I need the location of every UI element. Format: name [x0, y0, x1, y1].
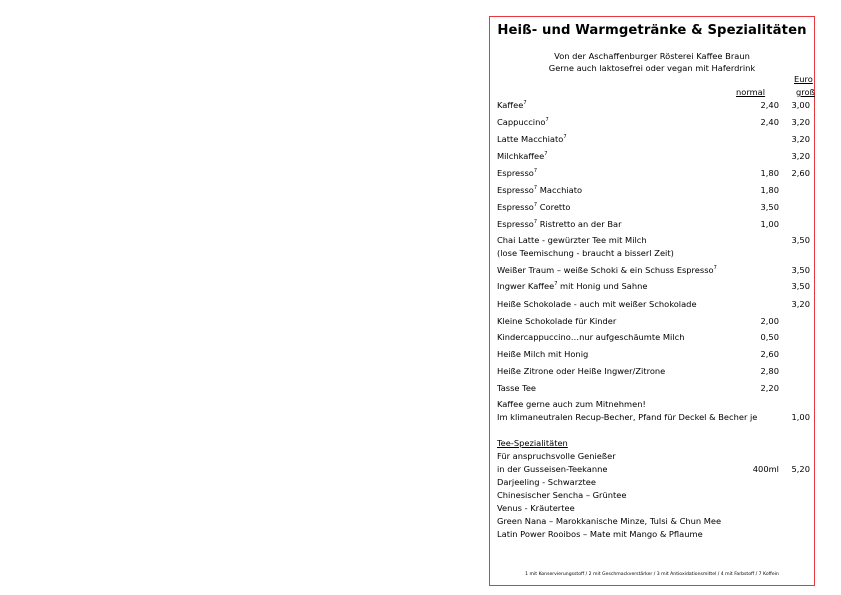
price-normal: 2,80	[760, 366, 779, 376]
item-name-text: Weißer Traum – weiße Schoki & ein Schuss Espresso	[497, 265, 714, 275]
tea-price: 5,20	[791, 464, 810, 474]
item-name-text: Espresso	[497, 219, 534, 229]
roastery-subtitle: Von der Aschaffenburger Rösterei Kaffee Braun	[554, 51, 750, 61]
allergen-footnote-mark: 7	[713, 265, 717, 271]
menu-item-name	[497, 349, 588, 359]
allergen-footnote-mark: 7	[545, 117, 549, 123]
menu-item-row	[497, 281, 812, 295]
allergen-footnote-mark: 7	[533, 185, 538, 191]
item-name-text: Kleine Schokolade für Kinder	[497, 316, 617, 326]
deposit-price: 1,00	[791, 412, 810, 422]
menu-card	[489, 16, 815, 586]
price-normal: 2,20	[760, 383, 779, 393]
menu-item-name	[497, 100, 527, 110]
tea-item: Darjeeling - Schwarztee	[497, 477, 596, 487]
price-normal: 0,50	[760, 332, 779, 342]
allergen-footnote-mark: 7	[523, 100, 527, 106]
item-name-text: Cappuccino	[497, 117, 546, 127]
price-large: 3,00	[791, 100, 810, 110]
menu-item-name	[497, 281, 648, 291]
menu-item-row	[497, 168, 812, 182]
chai-line-2: (lose Teemischung - braucht a bisserl Zeit)	[497, 248, 674, 258]
menu-item-row	[497, 332, 812, 346]
item-name-text: Espresso	[497, 168, 534, 178]
tea-item: Venus - Kräutertee	[497, 503, 575, 513]
item-name-text: Kindercappuccino…nur aufgeschäumte Milch	[497, 332, 685, 342]
price-large: 3,20	[791, 299, 810, 309]
price-large: 3,20	[791, 151, 810, 161]
price-normal: 2,40	[760, 117, 779, 127]
menu-item-row	[497, 349, 812, 363]
price-normal: 1,80	[760, 168, 779, 178]
menu-item-row	[497, 185, 812, 199]
price-normal: 2,00	[760, 316, 779, 326]
price-large: 2,60	[791, 168, 810, 178]
allergen-footnote-mark: 7	[544, 151, 548, 157]
to-go-line-1: Kaffee gerne auch zum Mitnehmen!	[497, 399, 646, 409]
price-large: 3,20	[791, 117, 810, 127]
item-name-suffix: Macchiato	[537, 185, 583, 195]
chai-price: 3,50	[791, 235, 810, 245]
menu-item-row	[497, 134, 812, 148]
vegan-subtitle: Gerne auch laktosefrei oder vegan mit Haferdrink	[548, 63, 756, 73]
menu-item-row	[497, 366, 812, 380]
menu-item-row	[497, 117, 812, 131]
tea-heading: Tee-Spezialitäten	[497, 438, 568, 448]
price-large: 3,50	[791, 265, 810, 275]
item-name-text: Kaffee	[497, 100, 524, 110]
menu-item-row	[497, 202, 812, 216]
price-normal: 3,50	[760, 202, 779, 212]
price-normal: 1,00	[760, 219, 779, 229]
menu-item-name	[497, 332, 684, 342]
item-name-text: Milchkaffee	[497, 151, 545, 161]
price-large: 3,20	[791, 134, 810, 144]
item-name-text: Tasse Tee	[497, 383, 537, 393]
menu-item-row	[497, 316, 812, 330]
allergen-footnote-mark: 7	[533, 202, 538, 208]
tea-item: Chinesischer Sencha – Grüntee	[497, 490, 627, 500]
tea-pot-row	[497, 464, 812, 478]
allergen-footnote-mark: 7	[563, 134, 567, 140]
tea-intro-2: in der Gusseisen-Teekanne	[497, 464, 608, 474]
menu-item-name	[497, 117, 549, 127]
menu-item-row	[497, 299, 812, 313]
menu-item-name	[497, 185, 582, 195]
menu-item-name	[497, 383, 536, 393]
price-normal: 2,60	[760, 349, 779, 359]
price-normal: 1,80	[760, 185, 779, 195]
item-name-text: Heiße Milch mit Honig	[497, 349, 589, 359]
to-go-line-2: Im klimaneutralen Recup-Becher, Pfand für Deckel & Becher je	[497, 412, 758, 422]
item-name-suffix: Coretto	[537, 202, 571, 212]
menu-item-name	[497, 299, 697, 309]
allergen-footnote-mark: 7	[554, 281, 558, 287]
normal-size-header: normal	[736, 87, 766, 97]
item-name-suffix: mit Honig und Sahne	[557, 281, 648, 291]
menu-item-name	[497, 366, 665, 376]
menu-item-row	[497, 219, 812, 233]
item-name-text: Heiße Schokolade - auch mit weißer Schokolade	[497, 299, 697, 309]
footnote: 1 mit Konservierungsstoff / 2 mit Geschmackverstärker / 3 mit Antioxidationsmittel / 4 mit Farbstoff / 7 Koffein	[525, 572, 779, 577]
allergen-footnote-mark: 7	[533, 219, 538, 225]
chai-price-row	[497, 235, 812, 249]
tea-item: Green Nana – Marokkanische Minze, Tulsi & Chun Mee	[497, 516, 722, 526]
menu-item-row	[497, 100, 812, 114]
allergen-footnote-mark: 7	[533, 168, 538, 174]
tea-item: Latin Power Rooibos – Mate mit Mango & Pflaume	[497, 529, 703, 539]
menu-item-name	[497, 219, 622, 229]
menu-item-row	[497, 151, 812, 165]
price-normal: 2,40	[760, 100, 779, 110]
item-name-text: Ingwer Kaffee	[497, 281, 555, 291]
item-name-suffix: Ristretto an der Bar	[537, 219, 622, 229]
menu-item-row	[497, 265, 812, 279]
to-go-row	[497, 412, 812, 426]
menu-item-name	[497, 151, 547, 161]
menu-title: Heiß- und Warmgetränke & Spezialitäten	[497, 23, 807, 38]
item-name-text: Espresso	[497, 202, 534, 212]
item-name-text: Latte Macchiato	[497, 134, 564, 144]
large-size-header: groß	[796, 87, 815, 97]
menu-item-name	[497, 202, 571, 212]
menu-item-name	[497, 134, 567, 144]
item-name-text: Espresso	[497, 185, 534, 195]
currency-header: Euro	[794, 74, 813, 84]
menu-item-name	[497, 316, 616, 326]
chai-line-1: Chai Latte - gewürzter Tee mit Milch	[497, 235, 647, 245]
menu-item-name	[497, 265, 717, 275]
menu-item-row	[497, 383, 812, 397]
tea-size: 400ml	[752, 464, 779, 474]
price-large: 3,50	[791, 281, 810, 291]
item-name-text: Heiße Zitrone oder Heiße Ingwer/Zitrone	[497, 366, 666, 376]
menu-item-name	[497, 168, 537, 178]
tea-intro-1: Für anspruchsvolle Genießer	[497, 451, 616, 461]
